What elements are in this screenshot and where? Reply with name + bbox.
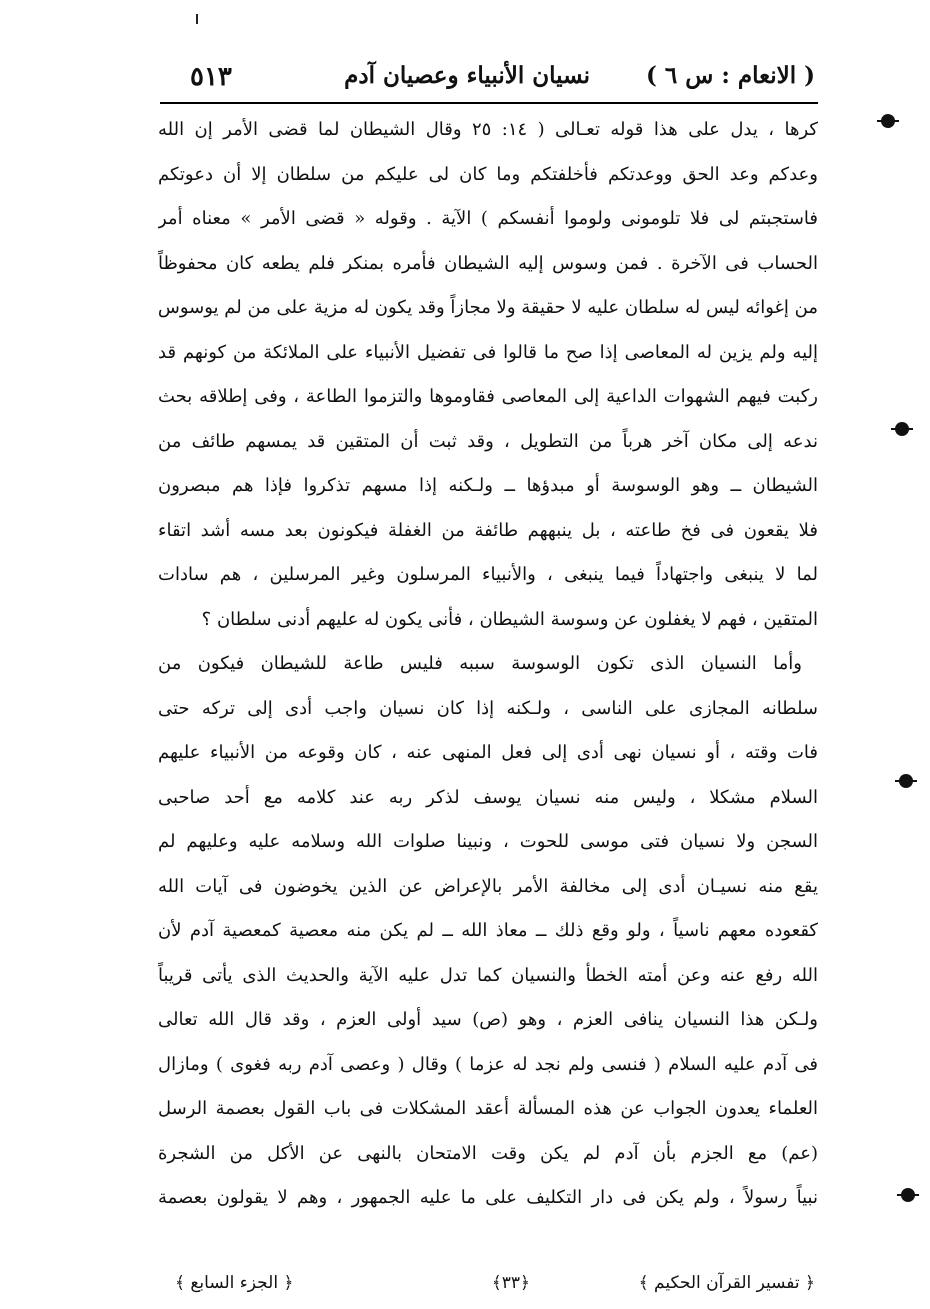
text-line: السجن ولا نسيان فتى موسى للحوت ، ونبينا صلوات الله وسلامه عليه وعليهم لم <box>158 831 818 852</box>
text-line: العلماء يعدون الجواب عن هذه المسألة أعقد المشكلات فى باب القول بعصمة الرسل <box>158 1098 818 1119</box>
text-line: فلا يقعون فى فخ طاعته ، بل ينبههم طائفة من الغفلة فيكونون بعد مسه أشد اتقاء <box>158 519 818 541</box>
surah-reference: ( الانعام : س ٦ ) <box>646 62 815 89</box>
text-line: ولـكن هذا النسيان ينافى العزم ، وهو (ص) سيد أولى العزم ، وقد قال الله تعالى <box>158 1009 818 1030</box>
running-header <box>160 60 815 100</box>
text-line: وعدكم وعد الحق ووعدتكم فأخلفتكم وما كان لى عليكم من سلطان إلا أن دعوتكم <box>158 163 818 185</box>
text-line: من إغوائه ليس له سلطان عليه لا حقيقة ولا مجازاً وقد يكون له مزية على من لم يوسوس <box>158 297 818 318</box>
text-line: الله رفع عنه وعن أمته الخطأ والنسيان كما تدل عليه الآية والحديث الذى يأتى قريباً <box>158 964 818 986</box>
header-rule <box>160 102 818 104</box>
footer-page-number: ﴿٣٣﴾ <box>491 1273 530 1293</box>
binding-hole-icon <box>897 1184 919 1206</box>
text-line: كقعوده معهم ناسياً ، ولو وقع ذلك ــ معاذ الله ــ لم يكن منه معصية كمعصية آدم لأن <box>158 920 818 941</box>
text-line: السلام مشكلا ، وليس منه نسيان يوسف لذكر ربه عند كلامه مع أحد صاحبى <box>158 786 818 808</box>
text-line: الحساب فى الآخرة . فمن وسوس إليه الشيطان فأمره بمنكر فلم يطعه كان محفوظاً <box>158 252 818 274</box>
text-line: فات وقته ، أو نسيان نهى أدى إلى فعل المنهى عنه ، كان وقوعه من الأنبياء عليهم <box>158 742 818 763</box>
text-line: فاستجبتم لى فلا تلومونى ولوموا أنفسكم ) الآية . وقوله « قضى الأمر » معناه أمر <box>158 208 818 229</box>
book-title: ﴿ تفسير القرآن الحكيم ﴾ <box>638 1273 815 1293</box>
text-line: ركبت فيهم الشهوات الداعية إلى المعاصى فقاوموها والتزموا الطاعة ، وفى إطلاقه بحث <box>158 386 818 407</box>
text-line: (عم) مع الجزم بأن آدم لم يكن وقت الامتحان بالنهى عن الأكل من الشجرة <box>158 1142 818 1164</box>
text-line: كرها ، يدل على هذا قوله تعـالى ( ١٤: ٢٥ وقال الشيطان لما قضى الأمر إن الله <box>158 119 818 140</box>
text-line: يقع منه نسيـان أدى إلى مخالفة الأمر بالإعراض عن الذين يخوضون فى آيات الله <box>158 875 818 897</box>
volume-part: ﴿ الجزء السابع ﴾ <box>175 1273 294 1293</box>
text-line: الشيطان ــ وهو الوسوسة أو مبدؤها ــ ولـكنه إذا مسهم تذكروا فإذا هم مبصرون <box>158 475 818 496</box>
page-number: ٥١٣ <box>190 62 232 92</box>
text-line: نبياً رسولاً ، ولم يكن فى دار التكليف على ما عليه الجمهور ، وهم لا يقولون بعصمة <box>158 1187 818 1208</box>
page-title: نسيان الأنبياء وعصيان آدم <box>344 62 590 89</box>
binding-hole-icon <box>891 418 913 440</box>
text-line: المتقين ، فهم لا يغفلون عن وسوسة الشيطان ، فأنى يكون له عليهم أدنى سلطان ؟ <box>201 608 818 630</box>
binding-hole-icon <box>877 110 899 132</box>
text-line: فى آدم عليه السلام ( فنسى ولم نجد له عزما ) وقال ( وعصى آدم ربه فغوى ) ومازال <box>158 1053 818 1075</box>
body-text <box>158 108 818 1221</box>
binding-hole-icon <box>895 770 917 792</box>
scan-mark <box>196 14 198 24</box>
text-line: ندعه إلى مكان آخر هرباً من التطويل ، وقد ثبت أن المتقين قد يمسهم طائف من <box>158 430 818 452</box>
text-line: لما لا ينبغى واجتهاداً فيما ينبغى ، والأنبياء المرسلون وغير المرسلين ، هم سادات <box>158 564 818 585</box>
running-footer <box>175 1268 815 1302</box>
text-line: وأما النسيان الذى تكون الوسوسة سببه فليس طاعة للشيطان فيكون من <box>158 653 802 674</box>
text-line: سلطانه المجازى على الناسى ، ولـكنه إذا كان نسيان واجب أدى إلى تركه حتى <box>158 697 818 719</box>
text-line: إليه ولم يزين له المعاصى إذا صح ما قالوا فى تفضيل الأنبياء على الملائكة من كونهم قد <box>158 341 818 363</box>
